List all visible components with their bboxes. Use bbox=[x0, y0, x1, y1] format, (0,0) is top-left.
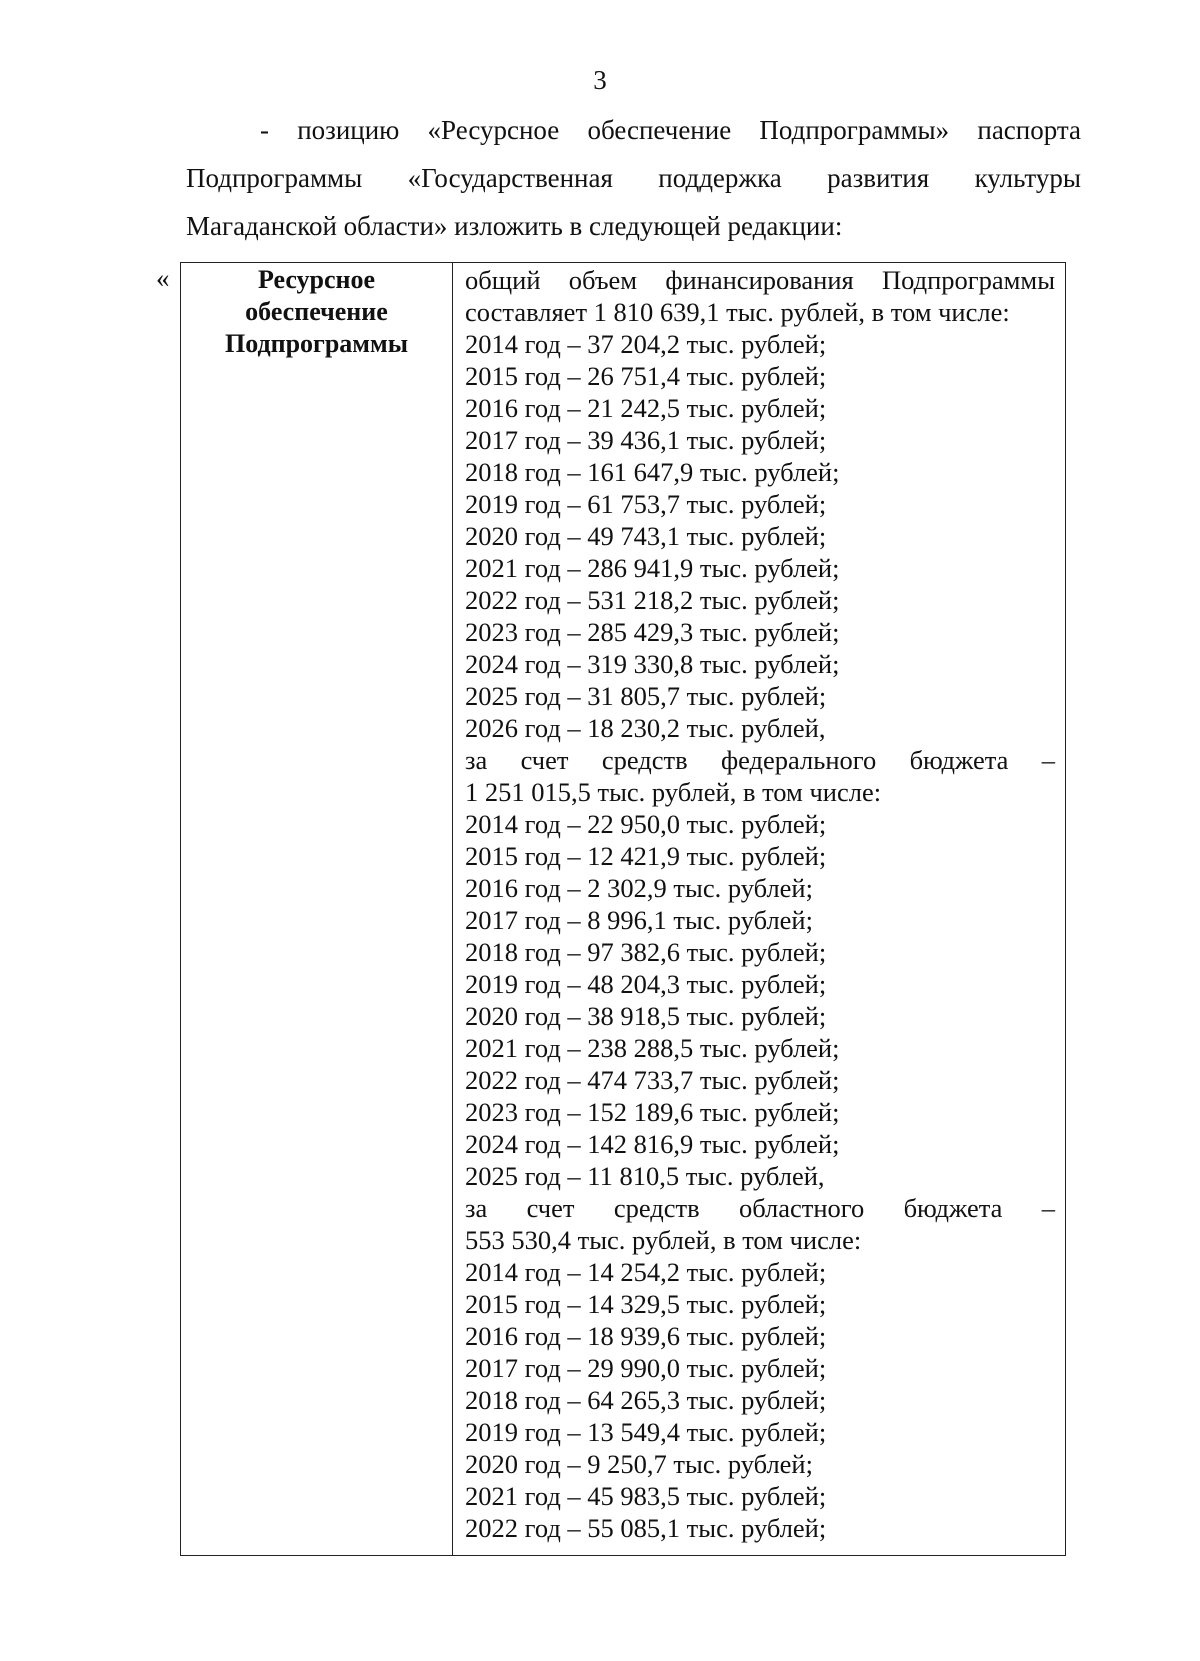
regional-word: областного bbox=[738, 1193, 865, 1223]
federal-year-row: 2024 год – 142 816,9 тыс. рублей; bbox=[465, 1129, 840, 1159]
total-word: Подпрограммы bbox=[881, 265, 1055, 295]
header-line: Ресурсное bbox=[257, 265, 376, 294]
federal-year-row: 2025 год – 11 810,5 тыс. рублей, bbox=[465, 1161, 825, 1191]
total-years-list bbox=[465, 328, 1055, 744]
federal-word: за bbox=[465, 745, 488, 775]
federal-funding-line bbox=[465, 744, 1055, 776]
regional-year-row: 2017 год – 29 990,0 тыс. рублей; bbox=[465, 1353, 827, 1383]
total-year-row: 2020 год – 49 743,1 тыс. рублей; bbox=[465, 521, 827, 551]
regional-year-row: 2022 год – 55 085,1 тыс. рублей; bbox=[465, 1513, 827, 1543]
intro-line-3: Магаданской области» изложить в следующей редакции: bbox=[186, 211, 843, 241]
intro-word: позицию bbox=[297, 115, 400, 145]
total-year-row: 2014 год – 37 204,2 тыс. рублей; bbox=[465, 329, 827, 359]
federal-year-row: 2018 год – 97 382,6 тыс. рублей; bbox=[465, 937, 827, 967]
regional-year-row: 2020 год – 9 250,7 тыс. рублей; bbox=[465, 1449, 813, 1479]
regional-year-row: 2019 год – 13 549,4 тыс. рублей; bbox=[465, 1417, 827, 1447]
regional-word: бюджета bbox=[903, 1193, 1003, 1223]
total-funding-line bbox=[465, 264, 1055, 296]
federal-year-row: 2015 год – 12 421,9 тыс. рублей; bbox=[465, 841, 827, 871]
intro-line-1 bbox=[186, 106, 1081, 154]
total-word: объем bbox=[568, 265, 638, 295]
regional-year-row: 2018 год – 64 265,3 тыс. рублей; bbox=[465, 1385, 827, 1415]
total-word: финансирования bbox=[665, 265, 854, 295]
regional-year-row: 2016 год – 18 939,6 тыс. рублей; bbox=[465, 1321, 827, 1351]
federal-word: федерального bbox=[720, 745, 877, 775]
federal-word: средств bbox=[601, 745, 688, 775]
regional-year-row: 2014 год – 14 254,2 тыс. рублей; bbox=[465, 1257, 827, 1287]
total-year-row: 2021 год – 286 941,9 тыс. рублей; bbox=[465, 553, 840, 583]
regional-word: – bbox=[1041, 1193, 1055, 1223]
federal-year-row: 2023 год – 152 189,6 тыс. рублей; bbox=[465, 1097, 840, 1127]
intro-word: - bbox=[260, 115, 269, 145]
regional-word: за bbox=[465, 1193, 488, 1223]
federal-year-row: 2019 год – 48 204,3 тыс. рублей; bbox=[465, 969, 827, 999]
intro-word: развития bbox=[827, 163, 930, 193]
federal-year-row: 2017 год – 8 996,1 тыс. рублей; bbox=[465, 905, 813, 935]
resource-table bbox=[180, 262, 1066, 1556]
regional-year-row: 2021 год – 45 983,5 тыс. рублей; bbox=[465, 1481, 827, 1511]
federal-funding-amount: 1 251 015,5 тыс. рублей, в том числе: bbox=[465, 777, 882, 807]
intro-word: поддержка bbox=[658, 163, 782, 193]
intro-word: паспорта bbox=[977, 115, 1081, 145]
federal-word: счет bbox=[520, 745, 569, 775]
total-year-row: 2016 год – 21 242,5 тыс. рублей; bbox=[465, 393, 827, 423]
federal-year-row: 2014 год – 22 950,0 тыс. рублей; bbox=[465, 809, 827, 839]
regional-word: средств bbox=[613, 1193, 700, 1223]
federal-word: бюджета bbox=[909, 745, 1009, 775]
resource-table-header-cell bbox=[181, 263, 453, 1555]
regional-funding-line bbox=[465, 1192, 1055, 1224]
federal-year-row: 2021 год – 238 288,5 тыс. рублей; bbox=[465, 1033, 840, 1063]
total-year-row: 2025 год – 31 805,7 тыс. рублей; bbox=[465, 681, 827, 711]
header-line: обеспечение bbox=[245, 297, 388, 326]
total-word: общий bbox=[465, 265, 541, 295]
total-year-row: 2018 год – 161 647,9 тыс. рублей; bbox=[465, 457, 840, 487]
header-line: Подпрограммы bbox=[224, 329, 409, 358]
open-quote-mark: « bbox=[156, 263, 170, 293]
intro-word: «Государственная bbox=[407, 163, 613, 193]
intro-word: Подпрограммы» bbox=[759, 115, 950, 145]
federal-year-row: 2020 год – 38 918,5 тыс. рублей; bbox=[465, 1001, 827, 1031]
total-funding-amount: составляет 1 810 639,1 тыс. рублей, в том числе: bbox=[465, 297, 1010, 327]
regional-word: счет bbox=[526, 1193, 575, 1223]
federal-word: – bbox=[1041, 745, 1055, 775]
total-year-row: 2023 год – 285 429,3 тыс. рублей; bbox=[465, 617, 840, 647]
page-number: 3 bbox=[593, 65, 607, 95]
regional-year-row: 2015 год – 14 329,5 тыс. рублей; bbox=[465, 1289, 827, 1319]
federal-year-row: 2016 год – 2 302,9 тыс. рублей; bbox=[465, 873, 813, 903]
resource-table-content-cell bbox=[453, 263, 1065, 1555]
total-year-row: 2017 год – 39 436,1 тыс. рублей; bbox=[465, 425, 827, 455]
intro-word: обеспечение bbox=[587, 115, 732, 145]
federal-years-list bbox=[465, 808, 1055, 1192]
total-year-row: 2026 год – 18 230,2 тыс. рублей, bbox=[465, 713, 826, 743]
intro-paragraph bbox=[186, 106, 1081, 250]
regional-years-list bbox=[465, 1256, 1055, 1544]
intro-word: «Ресурсное bbox=[427, 115, 560, 145]
total-year-row: 2024 год – 319 330,8 тыс. рублей; bbox=[465, 649, 840, 679]
intro-word: Подпрограммы bbox=[186, 163, 363, 193]
intro-word: культуры bbox=[974, 163, 1081, 193]
intro-line-2 bbox=[186, 154, 1081, 202]
total-year-row: 2015 год – 26 751,4 тыс. рублей; bbox=[465, 361, 827, 391]
federal-year-row: 2022 год – 474 733,7 тыс. рублей; bbox=[465, 1065, 840, 1095]
regional-funding-amount: 553 530,4 тыс. рублей, в том числе: bbox=[465, 1225, 862, 1255]
total-year-row: 2022 год – 531 218,2 тыс. рублей; bbox=[465, 585, 840, 615]
total-year-row: 2019 год – 61 753,7 тыс. рублей; bbox=[465, 489, 827, 519]
